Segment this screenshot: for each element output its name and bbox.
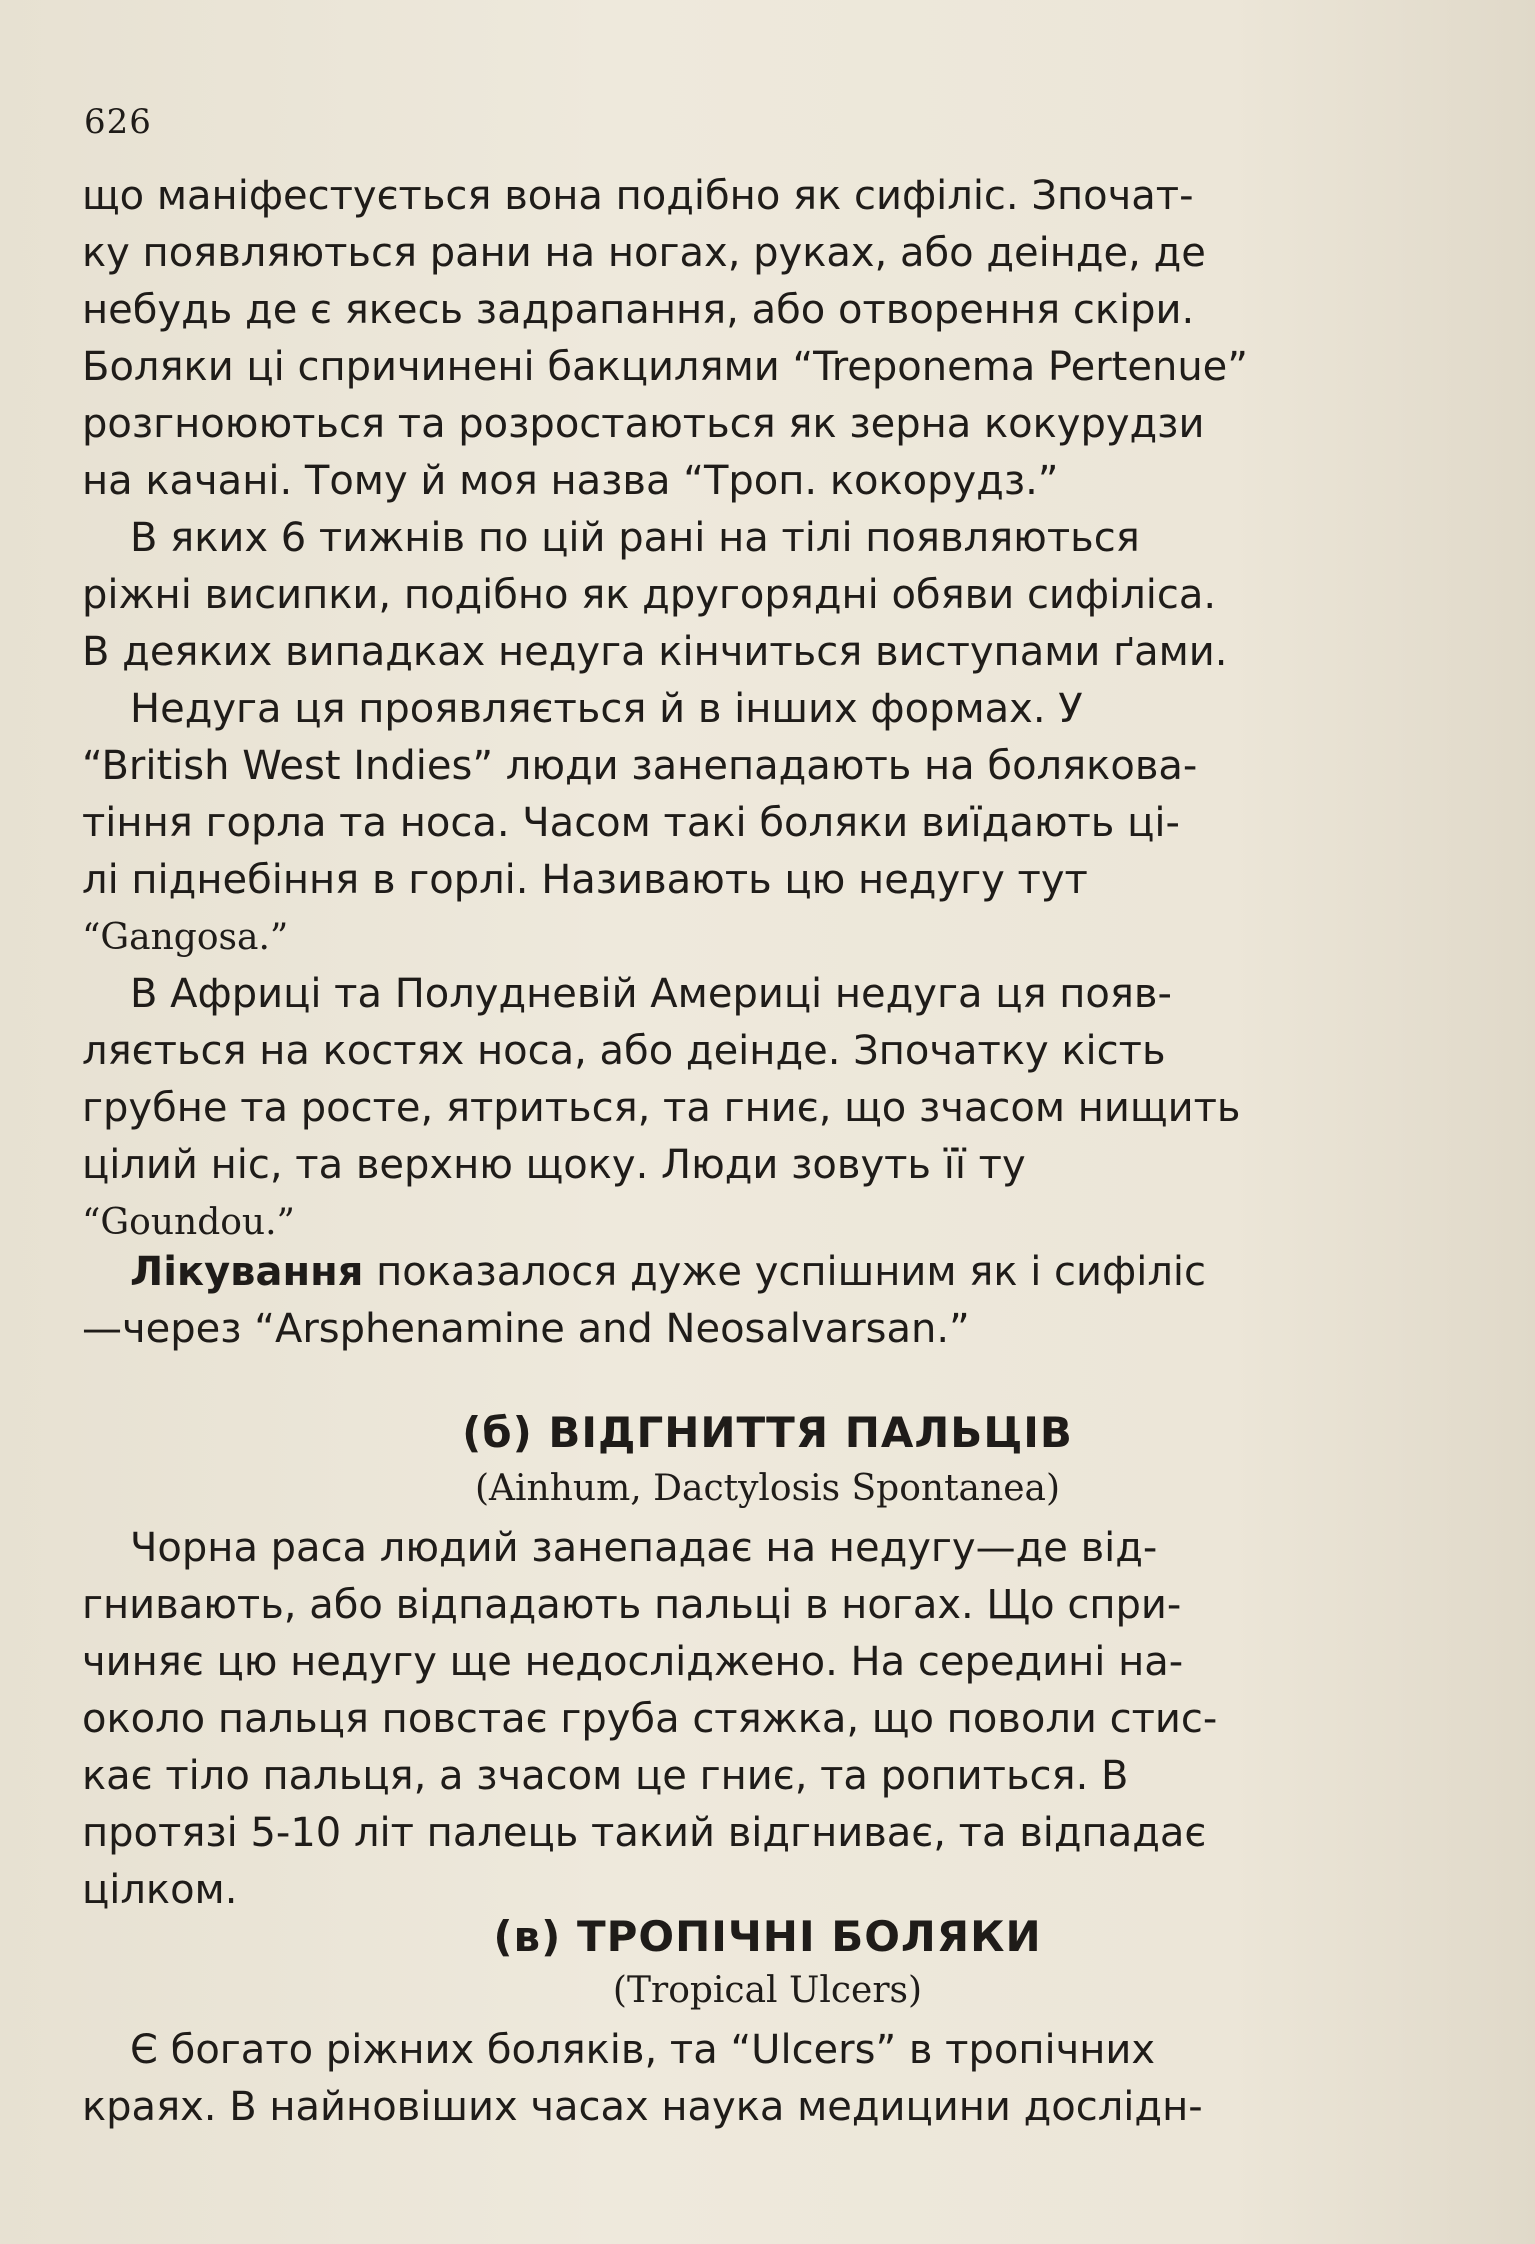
text-line: В яких 6 тижнів по цій рані на тілі появляються: [130, 515, 1140, 561]
text-line: протязі 5-10 літ палець такий відгниває, та відпадає: [82, 1810, 1207, 1856]
text-line: около пальця повстає груба стяжка, що поволи стис-: [82, 1696, 1218, 1742]
paragraph-1: [82, 168, 1354, 510]
text-line: цілий ніс, та верхню щоку. Люди зовуть її ту: [82, 1142, 1026, 1188]
text-line: гнивають, або відпадають пальці в ногах. Що спри-: [82, 1582, 1182, 1628]
text-line: що маніфестується вона подібно як сифіліс. Зпочат-: [82, 173, 1194, 219]
paragraph-3: [82, 681, 1354, 966]
text-line: на качані. Тому й моя назва “Троп. кокорудз.”: [82, 458, 1059, 504]
text-line: Боляки ці спричинені бакцилями “Treponema Pertenue”: [82, 344, 1248, 390]
text-line: цілком.: [82, 1867, 238, 1913]
text-line: ріжні висипки, подібно як другорядні обяви сифіліса.: [82, 572, 1217, 618]
text-line: —через “Arsphenamine and Neosalvarsan.”: [82, 1306, 970, 1352]
text-line: [82, 1244, 1354, 1301]
paragraph-2: [82, 510, 1354, 681]
text-line: кає тіло пальця, а зчасом це гниє, та ропиться. В: [82, 1753, 1129, 1799]
paragraph-section-b: [82, 1520, 1354, 1919]
text-run: показалося дуже успішним як і сифіліс: [363, 1249, 1207, 1295]
text-line: ляється на костях носа, або деінде. Зпочатку кість: [82, 1028, 1166, 1074]
text-line: “British West Indies” люди занепадають на болякова-: [82, 743, 1198, 789]
text-line: В Африці та Полудневій Америці недуга ця появ-: [130, 971, 1172, 1017]
text-line: грубне та росте, ятриться, та гниє, що зчасом нищить: [82, 1085, 1241, 1131]
section-subheading-b: (Ainhum, Dactylosis Spontanea): [474, 1468, 1061, 1509]
text-line: ку появляються рани на ногах, руках, або деінде, де: [82, 230, 1206, 276]
text-line: небудь де є якесь задрапання, або отворення скіри.: [82, 287, 1195, 333]
paragraph-4: [82, 966, 1354, 1251]
text-line: розгноюються та розростаються як зерна кокурудзи: [82, 401, 1205, 447]
text-line: краях. В найновіших часах наука медицини дослідн-: [82, 2084, 1203, 2130]
paragraph-5: [82, 1244, 1354, 1358]
text-line: лі піднебіння в горлі. Називають цю недугу тут: [82, 857, 1088, 903]
section-heading-b: (б) ВІДГНИТТЯ ПАЛЬЦІВ: [462, 1408, 1073, 1457]
paragraph-section-c: [82, 2022, 1354, 2136]
text-line: “Gangosa.”: [82, 917, 289, 958]
section-heading-c: (в) ТРОПІЧНІ БОЛЯКИ: [493, 1912, 1042, 1961]
text-line: Чорна раса людий занепадає на недугу—де від-: [130, 1525, 1158, 1571]
text-line: чиняє цю недугу ще недосліджено. На середині на-: [82, 1639, 1184, 1685]
text-line: тіння горла та носа. Часом такі боляки виїдають ці-: [82, 800, 1180, 846]
text-line: “Goundou.”: [82, 1202, 295, 1243]
text-line: Є богато ріжних боляків, та “Ulcers” в тропічних: [130, 2027, 1156, 2073]
section-subheading-c: (Tropical Ulcers): [612, 1970, 923, 2011]
page-number: 626: [84, 102, 152, 142]
bold-lead-word: Лікування: [130, 1249, 364, 1295]
text-line: В деяких випадках недуга кінчиться виступами ґами.: [82, 629, 1228, 675]
text-line: Недуга ця проявляється й в інших формах. У: [130, 686, 1083, 732]
